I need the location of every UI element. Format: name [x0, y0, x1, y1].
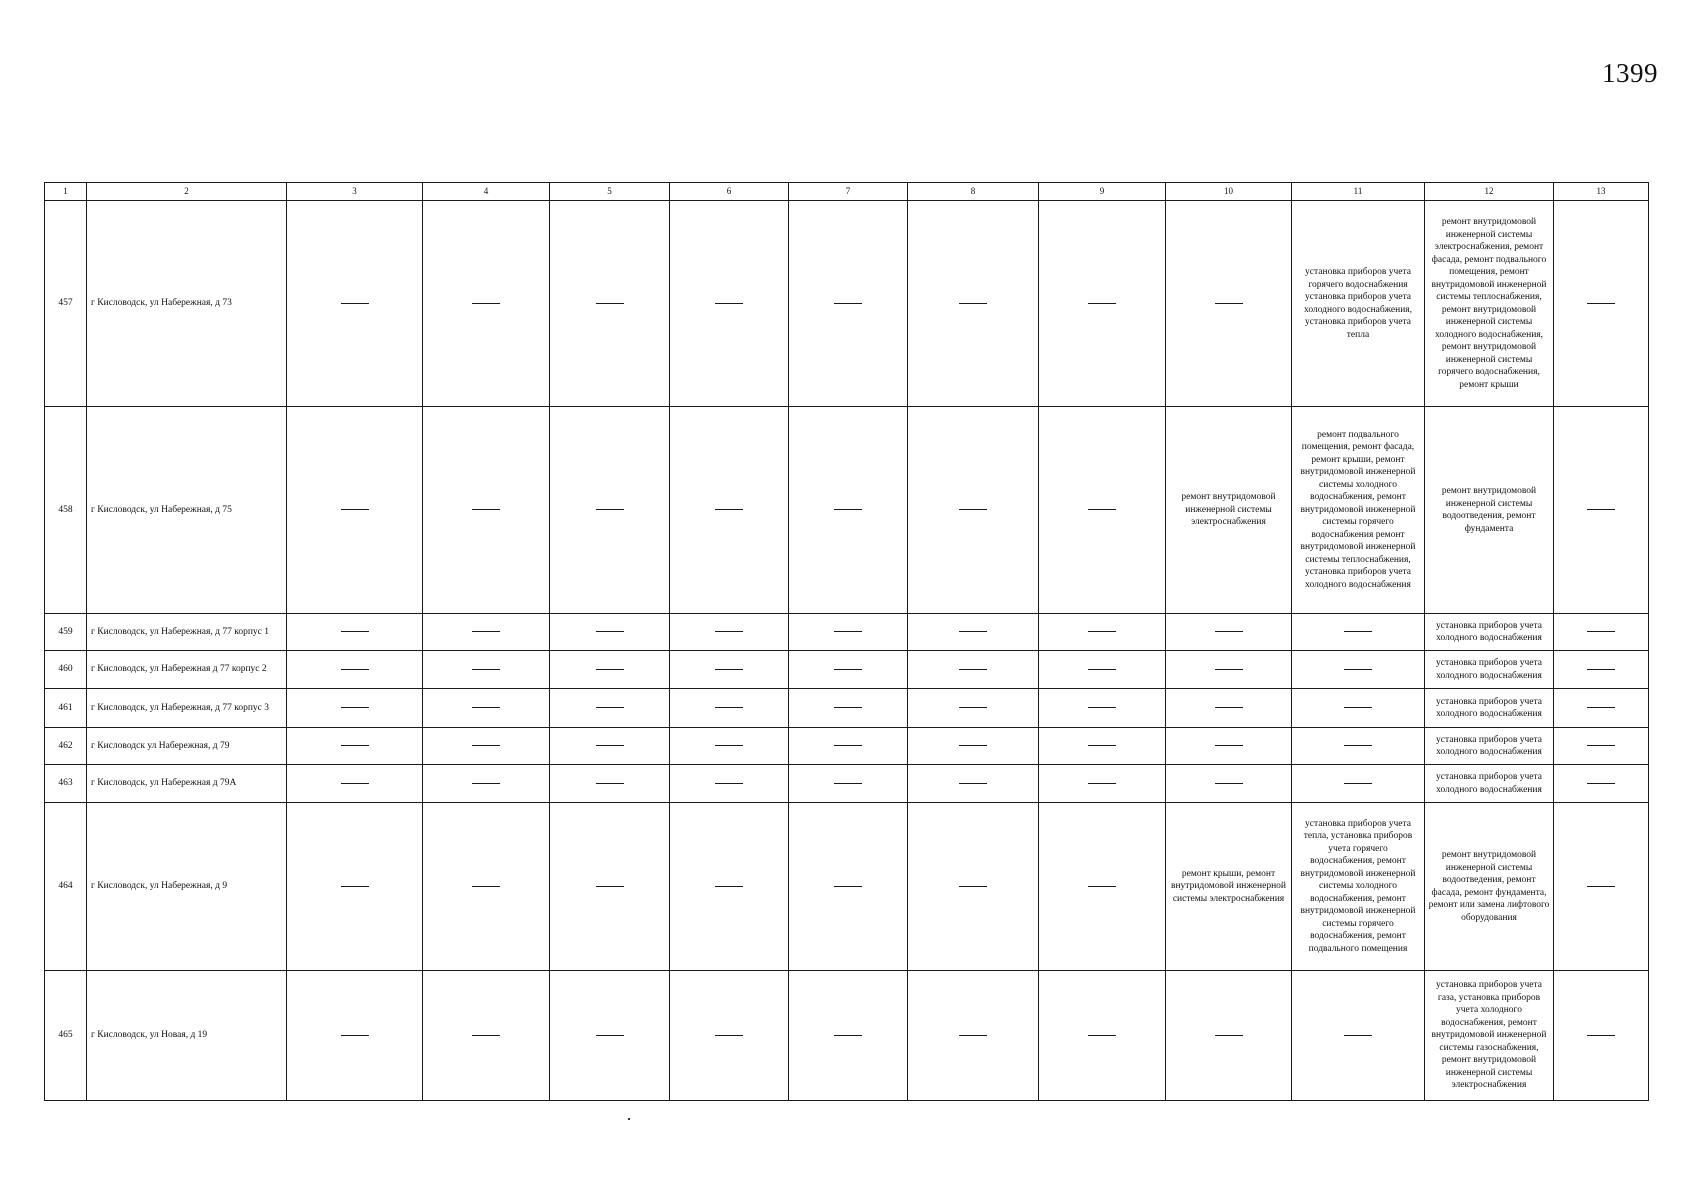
dash-cell [789, 971, 908, 1101]
dash-cell [550, 407, 670, 614]
dash-mark [1088, 783, 1116, 784]
row-number: 461 [45, 689, 87, 728]
dash-cell [1292, 614, 1425, 651]
dash-mark [715, 631, 743, 632]
dash-mark [1215, 303, 1243, 304]
dash-cell [423, 728, 550, 765]
dash-mark [596, 707, 624, 708]
dash-mark [959, 303, 987, 304]
dash-mark [715, 783, 743, 784]
row-number: 459 [45, 614, 87, 651]
dash-mark [1088, 669, 1116, 670]
address-cell: г Кисловодск ул Набережная, д 79 [87, 728, 287, 765]
works-cell-12: установка приборов учета холодного водоснабжения [1425, 614, 1554, 651]
header-cell: 2 [87, 183, 287, 201]
works-cell-12: ремонт внутридомовой инженерной системы водоотведения, ремонт фасада, ремонт фундамента, ремонт или замена лифтового оборудования [1425, 803, 1554, 971]
dash-cell [789, 407, 908, 614]
dash-mark [1587, 1035, 1615, 1036]
dash-cell [1166, 765, 1292, 803]
dash-cell [670, 201, 789, 407]
row-number: 465 [45, 971, 87, 1101]
dash-cell [550, 651, 670, 689]
dash-mark [1587, 669, 1615, 670]
dash-cell [670, 803, 789, 971]
scan-artifact [628, 1118, 630, 1120]
header-cell: 12 [1425, 183, 1554, 201]
table-row [45, 651, 1649, 689]
dash-mark [959, 669, 987, 670]
dash-cell [423, 614, 550, 651]
dash-mark [1215, 631, 1243, 632]
dash-mark [1344, 1035, 1372, 1036]
dash-cell [287, 407, 423, 614]
dash-mark [341, 707, 369, 708]
dash-cell [550, 765, 670, 803]
dash-cell [1554, 651, 1649, 689]
address-cell: г Кисловодск, ул Набережная, д 77 корпус 3 [87, 689, 287, 728]
dash-cell [908, 407, 1039, 614]
dash-cell [1166, 614, 1292, 651]
dash-cell [908, 614, 1039, 651]
dash-mark [1344, 669, 1372, 670]
dash-cell [1039, 201, 1166, 407]
dash-mark [834, 707, 862, 708]
header-cell: 3 [287, 183, 423, 201]
dash-cell [670, 971, 789, 1101]
dash-mark [834, 1035, 862, 1036]
dash-mark [834, 745, 862, 746]
dash-cell [1039, 689, 1166, 728]
table-row [45, 201, 1649, 407]
dash-mark [1344, 745, 1372, 746]
header-cell: 5 [550, 183, 670, 201]
works-cell-12: ремонт внутридомовой инженерной системы водоотведения, ремонт фундамента [1425, 407, 1554, 614]
dash-cell [550, 614, 670, 651]
dash-cell [423, 407, 550, 614]
dash-mark [341, 783, 369, 784]
works-cell-12: ремонт внутридомовой инженерной системы электроснабжения, ремонт фасада, ремонт подвального помещения, ремонт внутридомовой инженерной системы теплоснабжения, ремонт внутридомовой инженерной системы холодного водоснабжения, ремонт внутридомовой инженерной системы горячего водоснабжения, ремонт крыши [1425, 201, 1554, 407]
dash-cell [1554, 201, 1649, 407]
dash-cell [1166, 201, 1292, 407]
header-cell: 4 [423, 183, 550, 201]
dash-cell [287, 614, 423, 651]
dash-mark [472, 707, 500, 708]
dash-cell [670, 614, 789, 651]
dash-mark [715, 707, 743, 708]
dash-mark [596, 886, 624, 887]
dash-mark [959, 631, 987, 632]
dash-mark [715, 745, 743, 746]
dash-cell [908, 689, 1039, 728]
dash-mark [1587, 303, 1615, 304]
dash-mark [1088, 509, 1116, 510]
dash-mark [1587, 707, 1615, 708]
dash-mark [472, 631, 500, 632]
dash-cell [1039, 407, 1166, 614]
works-cell-10: ремонт внутридомовой инженерной системы электроснабжения [1166, 407, 1292, 614]
dash-cell [1039, 728, 1166, 765]
dash-cell [908, 765, 1039, 803]
dash-cell [908, 728, 1039, 765]
header-row [45, 183, 1649, 201]
dash-mark [959, 783, 987, 784]
dash-cell [908, 803, 1039, 971]
dash-cell [423, 201, 550, 407]
works-cell-12: установка приборов учета газа, установка приборов учета холодного водоснабжения, ремонт внутридомовой инженерной системы газоснабжения, ремонт внутридомовой инженерной системы электроснабжения [1425, 971, 1554, 1101]
dash-mark [1088, 631, 1116, 632]
dash-cell [1554, 765, 1649, 803]
dash-mark [834, 783, 862, 784]
page-number: 1399 [1602, 58, 1658, 88]
dash-mark [1215, 745, 1243, 746]
header-cell: 9 [1039, 183, 1166, 201]
dash-cell [1039, 803, 1166, 971]
dash-cell [1166, 971, 1292, 1101]
address-cell: г Кисловодск, ул Набережная, д 9 [87, 803, 287, 971]
row-number: 463 [45, 765, 87, 803]
dash-mark [715, 303, 743, 304]
header-cell: 10 [1166, 183, 1292, 201]
dash-cell [550, 689, 670, 728]
dash-mark [715, 1035, 743, 1036]
dash-mark [341, 886, 369, 887]
dash-mark [715, 886, 743, 887]
dash-cell [550, 201, 670, 407]
dash-cell [670, 728, 789, 765]
dash-mark [959, 745, 987, 746]
dash-cell [670, 651, 789, 689]
dash-cell [287, 201, 423, 407]
dash-cell [1292, 765, 1425, 803]
address-cell: г Кисловодск, ул Новая, д 19 [87, 971, 287, 1101]
dash-mark [834, 886, 862, 887]
address-cell: г Кисловодск, ул Набережная, д 77 корпус 1 [87, 614, 287, 651]
works-cell-11: установка приборов учета горячего водоснабжения установка приборов учета холодного водоснабжения, установка приборов учета тепла [1292, 201, 1425, 407]
dash-mark [1587, 509, 1615, 510]
dash-mark [341, 631, 369, 632]
header-cell: 8 [908, 183, 1039, 201]
address-cell: г Кисловодск, ул Набережная д 77 корпус 2 [87, 651, 287, 689]
dash-mark [1215, 707, 1243, 708]
address-cell: г Кисловодск, ул Набережная д 79А [87, 765, 287, 803]
works-table [44, 182, 1649, 1101]
works-cell-12: установка приборов учета холодного водоснабжения [1425, 765, 1554, 803]
works-cell-11: установка приборов учета тепла, установка приборов учета горячего водоснабжения, ремонт внутридомовой инженерной системы холодного водоснабжения, ремонт внутридомовой инженерной системы горячего водоснабжения, ремонт подвального помещения [1292, 803, 1425, 971]
dash-mark [472, 783, 500, 784]
dash-cell [789, 201, 908, 407]
works-cell-11: ремонт подвального помещения, ремонт фасада, ремонт крыши, ремонт внутридомовой инженерной системы холодного водоснабжения, ремонт внутридомовой инженерной системы горячего водоснабжения ремонт внутридомовой инженерной системы теплоснабжения, установка приборов учета холодного водоснабжения [1292, 407, 1425, 614]
dash-cell [423, 689, 550, 728]
dash-mark [1215, 669, 1243, 670]
dash-mark [472, 303, 500, 304]
dash-cell [1554, 407, 1649, 614]
table-row [45, 971, 1649, 1101]
dash-cell [550, 803, 670, 971]
dash-mark [472, 1035, 500, 1036]
row-number: 460 [45, 651, 87, 689]
dash-mark [1088, 303, 1116, 304]
dash-mark [472, 745, 500, 746]
dash-mark [959, 886, 987, 887]
dash-mark [1088, 1035, 1116, 1036]
address-cell: г Кисловодск, ул Набережная, д 75 [87, 407, 287, 614]
dash-mark [1344, 631, 1372, 632]
dash-cell [908, 971, 1039, 1101]
dash-mark [596, 303, 624, 304]
table-row [45, 689, 1649, 728]
table-row [45, 407, 1649, 614]
dash-cell [1292, 651, 1425, 689]
dash-mark [341, 669, 369, 670]
dash-mark [1088, 745, 1116, 746]
dash-cell [1554, 689, 1649, 728]
row-number: 458 [45, 407, 87, 614]
dash-cell [423, 651, 550, 689]
dash-cell [423, 803, 550, 971]
dash-mark [472, 669, 500, 670]
dash-cell [1039, 614, 1166, 651]
row-number: 457 [45, 201, 87, 407]
address-cell: г Кисловодск, ул Набережная, д 73 [87, 201, 287, 407]
dash-cell [789, 803, 908, 971]
table-body [45, 183, 1649, 1101]
dash-cell [789, 614, 908, 651]
dash-mark [1587, 745, 1615, 746]
dash-cell [1554, 803, 1649, 971]
header-cell: 11 [1292, 183, 1425, 201]
dash-cell [550, 728, 670, 765]
dash-cell [287, 651, 423, 689]
dash-cell [789, 728, 908, 765]
dash-mark [715, 509, 743, 510]
dash-mark [959, 1035, 987, 1036]
dash-cell [287, 971, 423, 1101]
dash-cell [287, 765, 423, 803]
dash-mark [959, 707, 987, 708]
header-cell: 1 [45, 183, 87, 201]
works-cell-12: установка приборов учета холодного водоснабжения [1425, 651, 1554, 689]
header-cell: 7 [789, 183, 908, 201]
dash-mark [1215, 783, 1243, 784]
works-cell-12: установка приборов учета холодного водоснабжения [1425, 689, 1554, 728]
dash-cell [670, 407, 789, 614]
dash-cell [423, 971, 550, 1101]
table-row [45, 803, 1649, 971]
dash-cell [670, 765, 789, 803]
dash-cell [1166, 651, 1292, 689]
dash-cell [1554, 971, 1649, 1101]
dash-mark [1088, 707, 1116, 708]
table-row [45, 728, 1649, 765]
dash-mark [1587, 783, 1615, 784]
dash-mark [472, 886, 500, 887]
header-cell: 6 [670, 183, 789, 201]
dash-mark [1587, 631, 1615, 632]
header-cell: 13 [1554, 183, 1649, 201]
dash-cell [287, 728, 423, 765]
dash-cell [1292, 971, 1425, 1101]
dash-mark [341, 745, 369, 746]
table-row [45, 614, 1649, 651]
dash-mark [472, 509, 500, 510]
dash-cell [670, 689, 789, 728]
dash-mark [596, 509, 624, 510]
dash-cell [1166, 689, 1292, 728]
dash-cell [1292, 689, 1425, 728]
dash-cell [1554, 614, 1649, 651]
dash-mark [1587, 886, 1615, 887]
dash-mark [959, 509, 987, 510]
works-cell-12: установка приборов учета холодного водоснабжения [1425, 728, 1554, 765]
dash-mark [596, 783, 624, 784]
table-row [45, 765, 1649, 803]
dash-mark [596, 745, 624, 746]
dash-mark [834, 509, 862, 510]
dash-cell [789, 651, 908, 689]
dash-cell [550, 971, 670, 1101]
dash-mark [834, 303, 862, 304]
row-number: 462 [45, 728, 87, 765]
dash-cell [1039, 765, 1166, 803]
dash-cell [789, 689, 908, 728]
dash-cell [1166, 728, 1292, 765]
dash-mark [1088, 886, 1116, 887]
dash-cell [423, 765, 550, 803]
dash-mark [596, 631, 624, 632]
dash-cell [908, 201, 1039, 407]
dash-cell [287, 803, 423, 971]
dash-mark [834, 631, 862, 632]
dash-mark [341, 303, 369, 304]
row-number: 464 [45, 803, 87, 971]
dash-mark [341, 509, 369, 510]
dash-mark [596, 1035, 624, 1036]
dash-cell [1039, 651, 1166, 689]
dash-mark [596, 669, 624, 670]
dash-cell [789, 765, 908, 803]
dash-cell [908, 651, 1039, 689]
dash-mark [715, 669, 743, 670]
dash-cell [1554, 728, 1649, 765]
works-cell-10: ремонт крыши, ремонт внутридомовой инженерной системы электроснабжения [1166, 803, 1292, 971]
dash-mark [341, 1035, 369, 1036]
dash-mark [1344, 783, 1372, 784]
dash-mark [1344, 707, 1372, 708]
dash-cell [287, 689, 423, 728]
dash-cell [1039, 971, 1166, 1101]
dash-mark [834, 669, 862, 670]
dash-cell [1292, 728, 1425, 765]
dash-mark [1215, 1035, 1243, 1036]
